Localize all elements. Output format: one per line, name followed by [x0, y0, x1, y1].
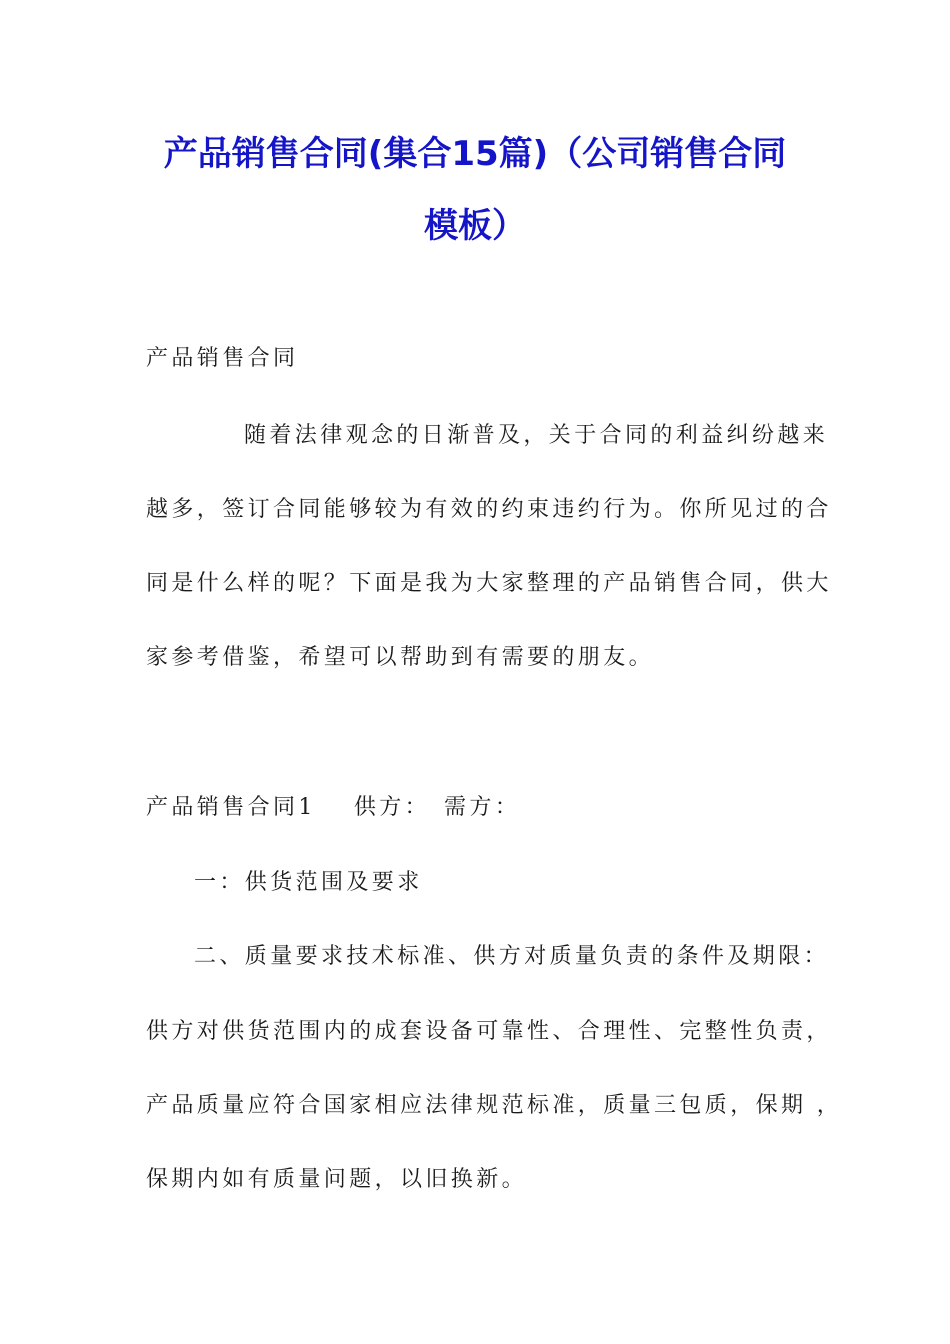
intro-line-3: 同是什么样的呢？下面是我为大家整理的产品销售合同，供大	[146, 571, 832, 596]
intro-line-4: 家参考借鉴，希望可以帮助到有需要的朋友。	[146, 645, 655, 670]
intro-line-1: 随着法律观念的日渐普及，关于合同的利益纠纷越来	[244, 423, 829, 448]
section-heading: 产品销售合同	[146, 346, 299, 371]
document-title-line-1: 产品销售合同(集合15篇)（公司销售合同	[163, 134, 787, 174]
document-title-line-2: 模板）	[424, 206, 526, 246]
contract-1-heading: 产品销售合同1	[146, 795, 316, 820]
clause-2-body-line-2: 产品质量应符合国家相应法律规范标准，质量三包质，保期 ，	[146, 1093, 843, 1118]
contract-1-heading-row	[146, 793, 520, 823]
clause-2-body-line-1: 供方对供货范围内的成套设备可靠性、合理性、完整性负责，	[146, 1019, 832, 1044]
clause-2-body-line-3: 保期内如有质量问题，以旧换新。	[146, 1167, 528, 1192]
clause-2: 二、质量要求技术标准、供方对质量负责的条件及期限：	[194, 944, 830, 969]
intro-line-2: 越多，签订合同能够较为有效的约束违约行为。你所见过的合	[146, 497, 832, 522]
supplier-label: 供方：	[353, 795, 431, 820]
clause-1: 一：供货范围及要求	[194, 870, 423, 895]
buyer-label: 需方：	[444, 795, 521, 820]
